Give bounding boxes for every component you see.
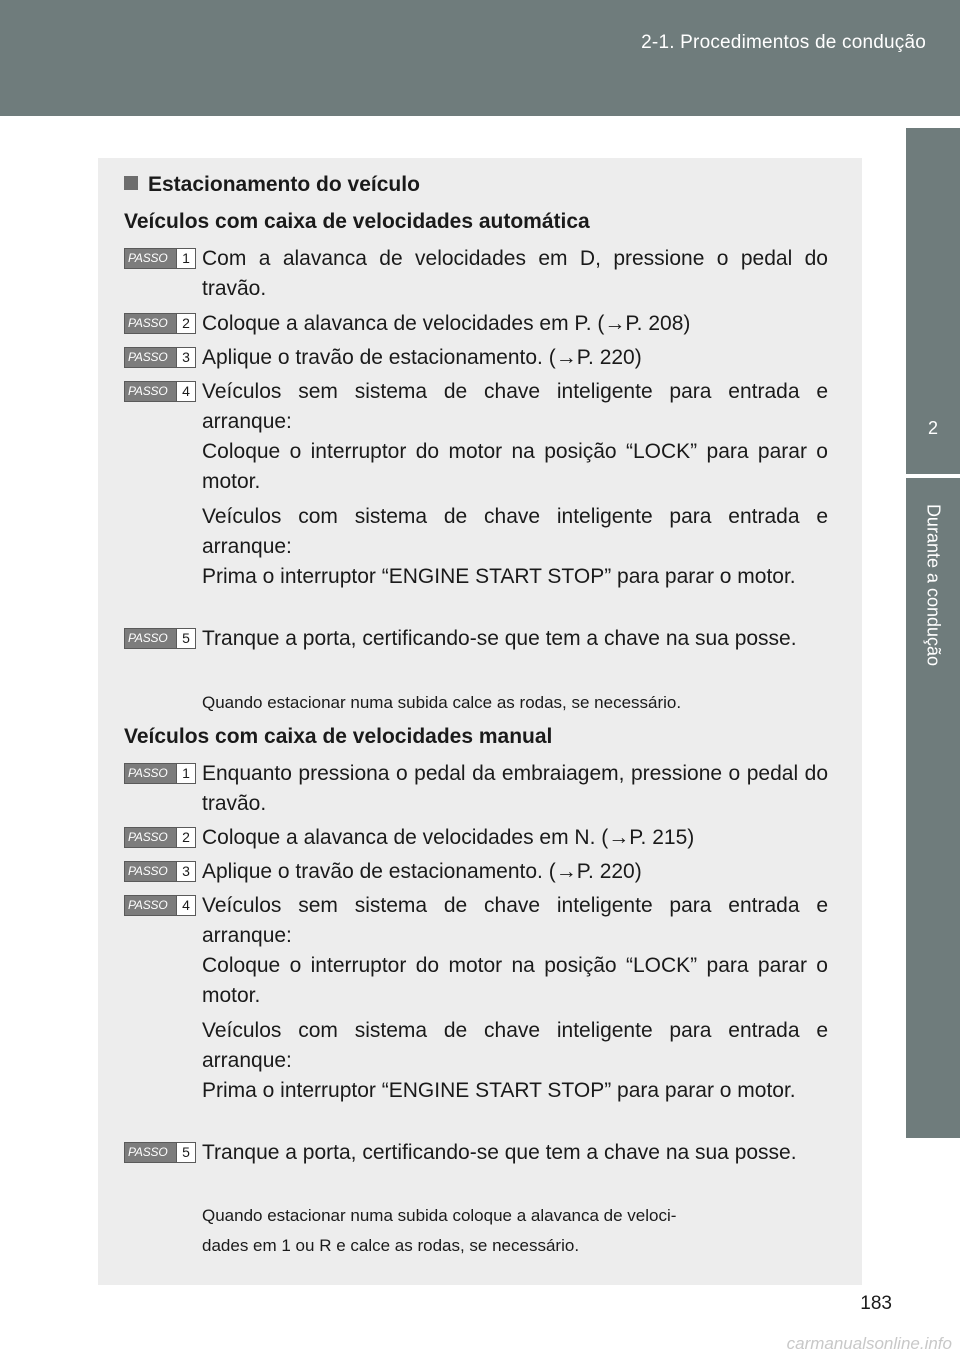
step-badge: [124, 628, 196, 649]
chapter-number: 2: [927, 418, 938, 438]
step-badge-label: PASSO: [128, 251, 168, 265]
step-badge: [124, 861, 196, 882]
note-text: Quando estacionar numa subida calce as rodas, se necessário.: [202, 693, 682, 712]
step-badge-label: PASSO: [128, 898, 168, 912]
chapter-title: 2-1. Procedimentos de condução: [641, 32, 926, 53]
automatic-heading: Veículos com caixa de velocidades automática: [124, 210, 590, 233]
section-title-text: Estacionamento do veículo: [148, 173, 420, 196]
step-badge: [124, 827, 196, 848]
step-badge: [124, 1142, 196, 1163]
step-text: Aplique o travão de estacionamento. (→P. 220): [202, 346, 642, 369]
square-bullet-icon: [124, 176, 138, 190]
step-text-continued: Veículos com sistema de chave inteligente para entrada e arranque: Prima o interruptor “ENGINE START STOP” para parar o motor.: [202, 1019, 828, 1102]
step-text-continued: Veículos com sistema de chave inteligente para entrada e arranque: Prima o interruptor “ENGINE START STOP” para parar o motor.: [202, 505, 828, 588]
step-text: Tranque a porta, certificando-se que tem a chave na sua posse.: [202, 627, 797, 650]
watermark: carmanualsonline.info: [786, 1334, 952, 1353]
chapter-header: [0, 0, 960, 116]
step-badge-label: PASSO: [128, 766, 168, 780]
step-text: Coloque a alavanca de velocidades em N. (→P. 215): [202, 826, 695, 849]
step-badge-number: 2: [176, 828, 195, 847]
step-badge-number: 3: [176, 348, 195, 367]
page-number: 183: [860, 1293, 892, 1314]
step-badge: [124, 313, 196, 334]
step-badge-number: 4: [176, 382, 195, 401]
step-badge-number: 5: [176, 629, 195, 648]
step-badge: [124, 763, 196, 784]
note-text: Quando estacionar numa subida coloque a alavanca de veloci- dades em 1 ou R e calce as rodas, se necessário.: [202, 1206, 677, 1255]
step-badge-number: 3: [176, 862, 195, 881]
step-badge: [124, 248, 196, 269]
chapter-label: Durante a condução: [923, 503, 944, 667]
step-text: Enquanto pressiona o pedal da embraiagem, pressione o pedal do travão.: [202, 762, 828, 815]
step-badge-number: 4: [176, 896, 195, 915]
step-badge-label: PASSO: [128, 316, 168, 330]
step-badge-label: PASSO: [128, 631, 168, 645]
step-badge: [124, 347, 196, 368]
step-text: Com a alavanca de velocidades em D, pressione o pedal do travão.: [202, 247, 828, 300]
step-text: Veículos sem sistema de chave inteligente para entrada e arranque: Coloque o interruptor do motor na posição “LOCK” para parar o motor.: [202, 894, 828, 1007]
step-badge-label: PASSO: [128, 350, 168, 364]
step-text: Tranque a porta, certificando-se que tem a chave na sua posse.: [202, 1141, 797, 1164]
step-text: Coloque a alavanca de velocidades em P. (→P. 208): [202, 312, 691, 335]
step-badge-number: 5: [176, 1143, 195, 1162]
step-badge-label: PASSO: [128, 864, 168, 878]
step-text: Aplique o travão de estacionamento. (→P. 220): [202, 860, 642, 883]
step-badge-number: 2: [176, 314, 195, 333]
step-badge-label: PASSO: [128, 384, 168, 398]
step-badge-label: PASSO: [128, 830, 168, 844]
step-badge-number: 1: [176, 764, 195, 783]
step-badge: [124, 895, 196, 916]
step-badge: [124, 381, 196, 402]
step-badge-label: PASSO: [128, 1145, 168, 1159]
section-title: [124, 173, 420, 197]
manual-heading: Veículos com caixa de velocidades manual: [124, 725, 553, 748]
step-text: Veículos sem sistema de chave inteligente para entrada e arranque: Coloque o interruptor do motor na posição “LOCK” para parar o motor.: [202, 380, 828, 493]
side-tab-divider: [906, 474, 960, 478]
step-badge-number: 1: [176, 249, 195, 268]
